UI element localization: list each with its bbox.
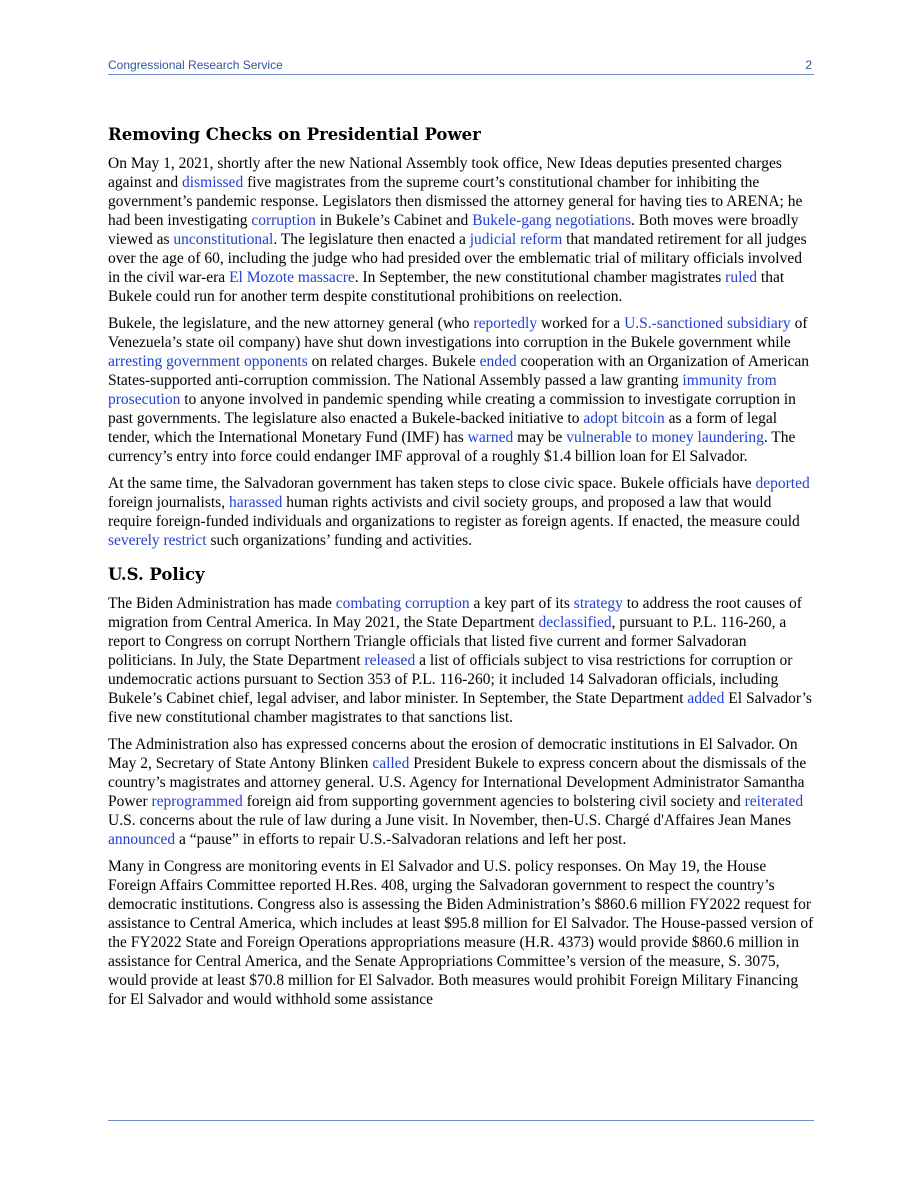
text-run: The Administration also has expressed concerns about the erosion of democratic institutions in El Salvador. On May 2, Secretary of State Antony Blinken xyxy=(108,736,798,772)
text-run: may be xyxy=(513,429,567,446)
text-run: a key part of its xyxy=(469,595,574,612)
text-run: At the same time, the Salvadoran government has taken steps to close civic space. Bukele officials have xyxy=(108,475,756,492)
text-run: a list of officials subject to visa restrictions for corruption or undemocratic actions pursuant to Section 353 of P.L. 116-260; it included 14 Salvadoran officials, including Bukele’s Cabinet chief, legal adviser, and labor minister. In September, the State Department xyxy=(108,652,793,707)
text-run: in Bukele’s Cabinet and xyxy=(315,212,473,229)
text-run: , pursuant to P.L. 116-260, a report to Congress on corrupt Northern Triangle officials that listed five current and former Salvadoran politicians. In July, the State Department xyxy=(108,614,787,669)
hyperlink[interactable]: deported xyxy=(755,475,810,492)
hyperlink[interactable]: reprogrammed xyxy=(151,793,243,810)
text-run: . The legislature then enacted a xyxy=(273,231,470,248)
text-run: . The currency’s entry into force could endanger IMF approval of a roughly $1.4 billion loan for El Salvador. xyxy=(108,429,796,465)
text-run: El Salvador’s five new constitutional chamber magistrates to that sanctions list. xyxy=(108,690,812,726)
text-run: President Bukele to express concern about the dismissals of the country’s magistrates and attorney general. U.S. Agency for International Development Administrator Samantha Power xyxy=(108,755,807,810)
text-run: that mandated retirement for all judges over the age of 60, including the judge who had presided over the emblematic trial of military officials involved in the civil war-era xyxy=(108,231,807,286)
hyperlink[interactable]: adopt bitcoin xyxy=(583,410,665,427)
hyperlink[interactable]: corruption xyxy=(251,212,316,229)
section-heading-checks: Removing Checks on Presidential Power xyxy=(108,125,481,144)
text-run: foreign journalists, xyxy=(108,494,229,511)
header-org-name: Congressional Research Service xyxy=(108,58,283,72)
text-run: foreign aid from supporting government agencies to bolstering civil society and xyxy=(242,793,745,810)
text-run: Many in Congress are monitoring events in El Salvador and U.S. policy responses. On May 19, the House Foreign Affairs Committee reported H.Res. 408, urging the Salvadoran government to respect the country’s democratic institutions. Congress also is assessing the Biden Administration’s $860.6 million FY2022 request for assistance to Central America, which includes at least $95.8 million for El Salvador. The House-passed version of the FY2022 State and Foreign Operations appropriations measure (H.R. 4373) would provide $860.6 million in assistance for Central America, and the Senate Appropriations Committee’s version of the measure, S. 3075, would provide at least $70.8 million for El Salvador. Both measures would prohibit Foreign Military Financing for El Salvador and would withhold some assistance xyxy=(108,858,814,1008)
text-run: such organizations’ funding and activities. xyxy=(206,532,473,549)
text-run: of Venezuela’s state oil company) have shut down investigations into corruption in the Bukele government while xyxy=(108,315,808,351)
text-run: On May 1, 2021, shortly after the new National Assembly took office, New Ideas deputies presented charges against and xyxy=(108,155,782,191)
hyperlink[interactable]: combating corruption xyxy=(335,595,470,612)
main-content xyxy=(108,124,814,1017)
text-run: Bukele, the legislature, and the new attorney general (who xyxy=(108,315,474,332)
hyperlink[interactable]: Bukele-gang negotiations xyxy=(472,212,632,229)
section-heading-us-policy: U.S. Policy xyxy=(108,565,205,584)
text-run: to anyone involved in pandemic spending while creating a commission to investigate corruption in past governments. The legislature also enacted a Bukele-backed initiative to xyxy=(108,391,796,427)
hyperlink[interactable]: severely restrict xyxy=(108,532,207,549)
paragraph xyxy=(108,857,814,1009)
page-number: 2 xyxy=(805,58,812,72)
hyperlink[interactable]: arresting government opponents xyxy=(108,353,308,370)
text-run: five magistrates from the supreme court’s constitutional chamber for inhibiting the government’s pandemic response. Legislators then dismissed the attorney general for having ties to ARENA; he had been investigating xyxy=(108,174,803,229)
hyperlink[interactable]: dismissed xyxy=(182,174,244,191)
paragraph xyxy=(108,474,814,550)
text-run: worked for a xyxy=(537,315,625,332)
text-run: cooperation with an Organization of American States-supported anti-corruption commission. The National Assembly passed a law granting xyxy=(108,353,810,389)
page-header xyxy=(108,56,814,75)
hyperlink[interactable]: declassified xyxy=(538,614,612,631)
text-run: on related charges. Bukele xyxy=(307,353,480,370)
hyperlink[interactable]: unconstitutional xyxy=(173,231,274,248)
text-run: to address the root causes of migration from Central America. In May 2021, the State Department xyxy=(108,595,802,631)
paragraph xyxy=(108,735,814,849)
hyperlink[interactable]: ruled xyxy=(725,269,758,286)
text-run: human rights activists and civil society groups, and proposed a law that would require foreign-funded individuals and organizations to register as foreign agents. If enacted, the measure could xyxy=(108,494,800,530)
text-run: . Both moves were broadly viewed as xyxy=(108,212,799,248)
hyperlink[interactable]: added xyxy=(687,690,725,707)
hyperlink[interactable]: judicial reform xyxy=(469,231,563,248)
paragraph xyxy=(108,154,814,306)
hyperlink[interactable]: reportedly xyxy=(473,315,538,332)
text-run: a “pause” in efforts to repair U.S.-Salvadoran relations and left her post. xyxy=(175,831,627,848)
hyperlink[interactable]: immunity from prosecution xyxy=(108,372,777,408)
hyperlink[interactable]: El Mozote massacre xyxy=(229,269,355,286)
hyperlink[interactable]: announced xyxy=(108,831,176,848)
text-run: that Bukele could run for another term despite constitutional prohibitions on reelection. xyxy=(108,269,785,305)
paragraph xyxy=(108,314,814,466)
text-run: . In September, the new constitutional chamber magistrates xyxy=(354,269,726,286)
hyperlink[interactable]: U.S.-sanctioned subsidiary xyxy=(624,315,791,332)
hyperlink[interactable]: reiterated xyxy=(744,793,804,810)
hyperlink[interactable]: released xyxy=(364,652,416,669)
text-run: U.S. concerns about the rule of law during a June visit. In November, then-U.S. Chargé d'Affaires Jean Manes xyxy=(108,812,791,829)
footer-rule xyxy=(108,1120,814,1121)
hyperlink[interactable]: called xyxy=(372,755,410,772)
hyperlink[interactable]: warned xyxy=(467,429,514,446)
paragraph xyxy=(108,594,814,727)
hyperlink[interactable]: harassed xyxy=(228,494,283,511)
text-run: The Biden Administration has made xyxy=(108,595,336,612)
hyperlink[interactable]: ended xyxy=(479,353,517,370)
text-run: as a form of legal tender, which the International Monetary Fund (IMF) has xyxy=(108,410,778,446)
hyperlink[interactable]: vulnerable to money laundering xyxy=(566,429,764,446)
hyperlink[interactable]: strategy xyxy=(573,595,623,612)
